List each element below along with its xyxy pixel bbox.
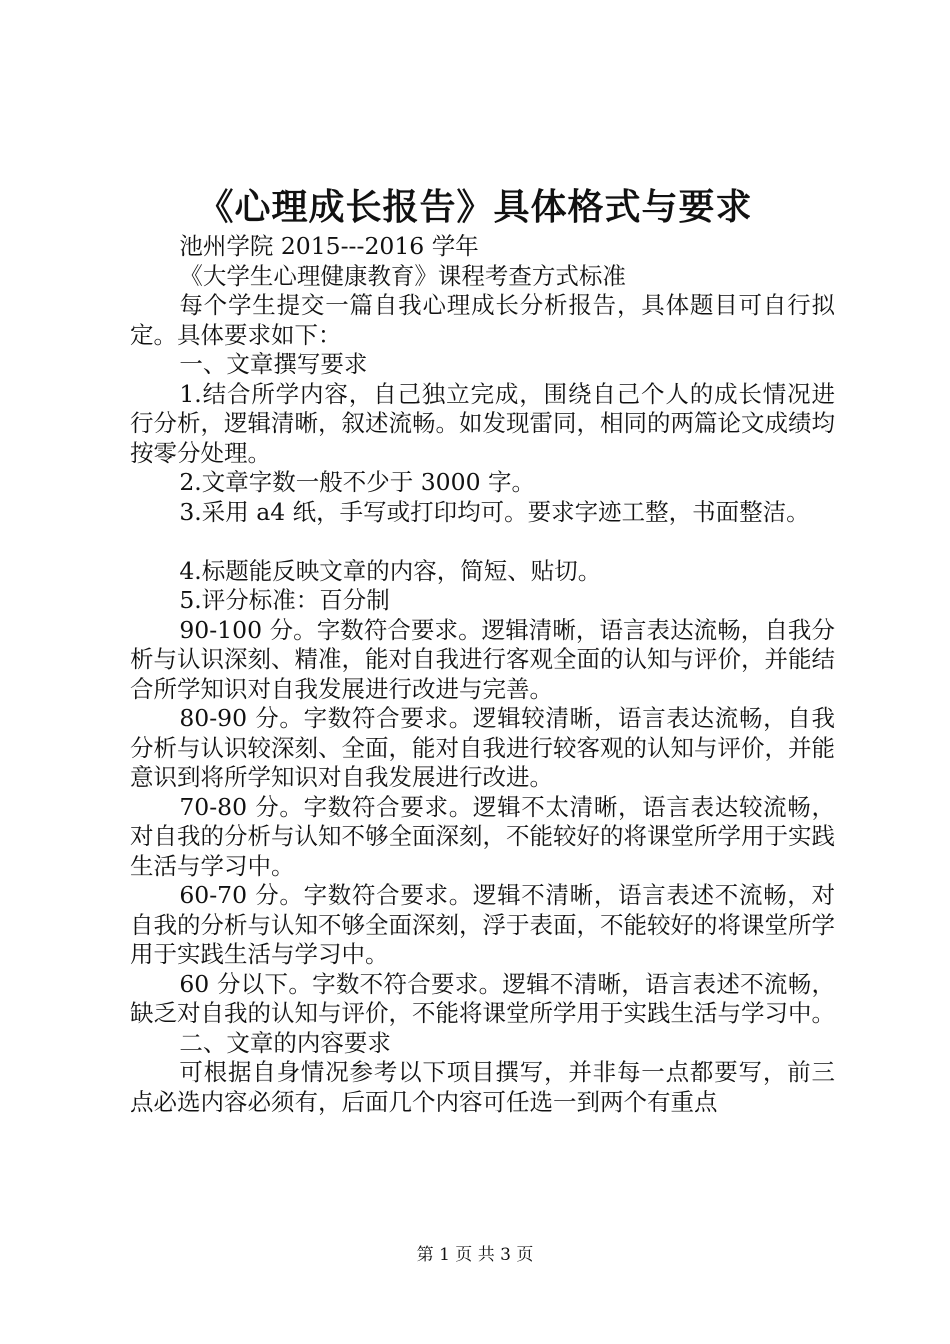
section-heading-content-requirements: 二、文章的内容要求: [179, 1028, 391, 1057]
requirement-item-1: 1.结合所学内容，自己独立完成，围绕自己个人的成长情况进行分析，逻辑清晰，叙述流畅。如发现雷同，相同的两篇论文成绩均按零分处理。: [130, 379, 835, 467]
grading-band-80-90: 80-90 分。字数符合要求。逻辑较清晰，语言表达流畅，自我分析与认识较深刻、全面，能对自我进行较客观的认知与评价，并能意识到将所学知识对自我发展进行改进。: [130, 704, 835, 791]
grading-band-60-70: 60-70 分。字数符合要求。逻辑不清晰，语言表述不流畅，对自我的分析与认知不够全面深刻，浮于表面，不能较好的将课堂所学用于实践生活与学习中。: [130, 881, 835, 968]
requirement-item-5: 5.评分标准：百分制: [179, 586, 390, 614]
paragraph-content-guidance: 可根据自身情况参考以下项目撰写，并非每一点都要写，前三点必选内容必须有，后面几个内容可任选一到两个有重点: [130, 1058, 835, 1116]
grading-band-90-100: 90-100 分。字数符合要求。逻辑清晰，语言表达流畅，自我分析与认识深刻、精准，能对自我进行客观全面的认知与评价，并能结合所学知识对自我发展进行改进与完善。: [130, 615, 835, 703]
paragraph-course-standard: 《大学生心理健康教育》课程考查方式标准: [179, 261, 626, 290]
requirement-item-3: 3.采用 a4 纸，手写或打印均可。要求字迹工整，书面整洁。: [179, 497, 810, 526]
requirement-item-4: 4.标题能反映文章的内容，简短、贴切。: [179, 556, 602, 585]
paragraph-school-year: 池州学院 2015---2016 学年: [179, 232, 479, 260]
grading-band-70-80: 70-80 分。字数符合要求。逻辑不太清晰，语言表达较流畅，对自我的分析与认知不够全面深刻，不能较好的将课堂所学用于实践生活与学习中。: [130, 792, 835, 880]
document-title: 《心理成长报告》具体格式与要求: [197, 187, 753, 228]
document-body: [130, 232, 835, 1117]
paragraph-intro: 每个学生提交一篇自我心理成长分析报告，具体题目可自行拟定。具体要求如下：: [130, 291, 835, 349]
requirement-item-2: 2.文章字数一般不少于 3000 字。: [179, 468, 536, 496]
section-heading-writing-requirements: 一、文章撰写要求: [179, 350, 368, 378]
page-footer: 第 1 页 共 3 页: [416, 1245, 534, 1265]
blank-line: [130, 527, 835, 557]
grading-band-below-60: 60 分以下。字数不符合要求。逻辑不清晰，语言表述不流畅，缺乏对自我的认知与评价，不能将课堂所学用于实践生活与学习中。: [130, 969, 835, 1027]
